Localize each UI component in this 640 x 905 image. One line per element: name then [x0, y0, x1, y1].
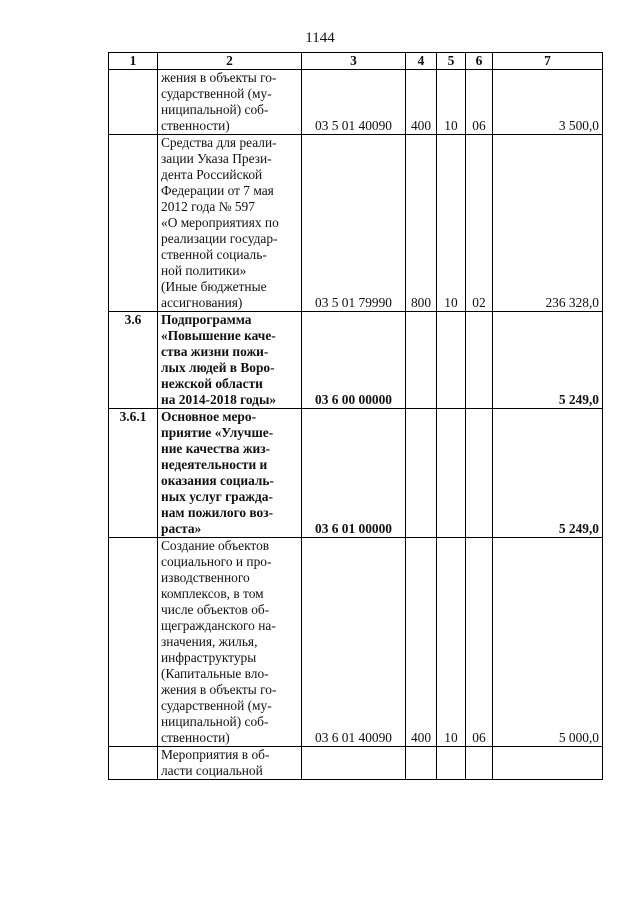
description-line: ственности): [161, 730, 230, 745]
description-line: нам пожилого воз-: [161, 505, 274, 520]
table-row: [109, 747, 603, 780]
row-number: [109, 747, 158, 780]
row-description: [158, 312, 302, 409]
section-code: 10: [437, 70, 466, 135]
table-row: [109, 409, 603, 538]
row-number: [109, 538, 158, 747]
expense-type: 400: [406, 538, 437, 747]
amount: 5 249,0: [493, 409, 603, 538]
description-line: оказания социаль-: [161, 473, 274, 488]
table-row: [109, 135, 603, 312]
amount: 5 000,0: [493, 538, 603, 747]
description-line: нежской области: [161, 376, 263, 391]
expense-type: [406, 312, 437, 409]
subsection-code: [466, 747, 493, 780]
page-number: 1144: [305, 30, 335, 46]
description-line: ниципальной) соб-: [161, 102, 269, 117]
expense-type: 800: [406, 135, 437, 312]
row-number: [109, 135, 158, 312]
description-line: инфраструктуры: [161, 650, 257, 665]
description-line: Средства для реали-: [161, 135, 277, 150]
row-description: [158, 409, 302, 538]
header-cell: 7: [493, 53, 603, 70]
table-row: [109, 70, 603, 135]
description-line: «Повышение каче-: [161, 328, 276, 343]
row-description: [158, 70, 302, 135]
table-row: [109, 312, 603, 409]
description-line: ной политики»: [161, 263, 247, 278]
section-code: [437, 312, 466, 409]
row-description: [158, 538, 302, 747]
subsection-code: 06: [466, 538, 493, 747]
budget-code: 03 5 01 40090: [302, 70, 406, 135]
budget-code: [302, 747, 406, 780]
description-line: изводственного: [161, 570, 250, 585]
description-line: «О мероприятиях по: [161, 215, 279, 230]
expense-type: [406, 747, 437, 780]
subsection-code: [466, 409, 493, 538]
description-line: щегражданского на-: [161, 618, 276, 633]
header-cell: 3: [302, 53, 406, 70]
budget-table: [108, 52, 603, 780]
row-description: [158, 135, 302, 312]
amount: 3 500,0: [493, 70, 603, 135]
description-line: ства жизни пожи-: [161, 344, 269, 359]
description-line: ниципальной) соб-: [161, 714, 269, 729]
budget-code: 03 6 01 00000: [302, 409, 406, 538]
description-line: (Иные бюджетные: [161, 279, 267, 294]
description-line: Основное меро-: [161, 409, 257, 424]
description-line: ственности): [161, 118, 230, 133]
description-line: ственной социаль-: [161, 247, 267, 262]
description-line: сударственной (му-: [161, 86, 272, 101]
header-cell: 4: [406, 53, 437, 70]
description-line: сударственной (му-: [161, 698, 272, 713]
description-line: ласти социальной: [161, 763, 263, 778]
amount: [493, 747, 603, 780]
description-line: Создание объектов: [161, 538, 270, 553]
description-line: Мероприятия в об-: [161, 747, 270, 762]
description-line: комплексов, в том: [161, 586, 264, 601]
description-line: на 2014-2018 годы»: [161, 392, 277, 407]
description-line: значения, жилья,: [161, 634, 258, 649]
description-line: лых людей в Воро-: [161, 360, 275, 375]
expense-type: [406, 409, 437, 538]
description-line: жения в объекты го-: [161, 70, 277, 85]
description-line: Подпрограмма: [161, 312, 252, 327]
row-number: 3.6: [109, 312, 158, 409]
subsection-code: 06: [466, 70, 493, 135]
budget-code: 03 5 01 79990: [302, 135, 406, 312]
description-line: (Капитальные вло-: [161, 666, 269, 681]
subsection-code: 02: [466, 135, 493, 312]
expense-type: 400: [406, 70, 437, 135]
description-line: реализации государ-: [161, 231, 278, 246]
row-number: 3.6.1: [109, 409, 158, 538]
description-line: приятие «Улучше-: [161, 425, 274, 440]
description-line: социального и про-: [161, 554, 272, 569]
description-line: раста»: [161, 521, 202, 536]
section-code: 10: [437, 135, 466, 312]
row-description: [158, 747, 302, 780]
amount: 5 249,0: [493, 312, 603, 409]
header-cell: 5: [437, 53, 466, 70]
header-row: [109, 53, 603, 70]
header-cell: 2: [158, 53, 302, 70]
description-line: числе объектов об-: [161, 602, 270, 617]
subsection-code: [466, 312, 493, 409]
table-row: [109, 538, 603, 747]
row-number: [109, 70, 158, 135]
description-line: ние качества жиз-: [161, 441, 271, 456]
amount: 236 328,0: [493, 135, 603, 312]
section-code: 10: [437, 538, 466, 747]
description-line: ассигнования): [161, 295, 243, 310]
budget-code: 03 6 00 00000: [302, 312, 406, 409]
header-cell: 6: [466, 53, 493, 70]
description-line: ных услуг гражда-: [161, 489, 273, 504]
description-line: 2012 года № 597: [161, 199, 255, 214]
section-code: [437, 409, 466, 538]
description-line: недеятельности и: [161, 457, 268, 472]
budget-code: 03 6 01 40090: [302, 538, 406, 747]
header-cell: 1: [109, 53, 158, 70]
description-line: жения в объекты го-: [161, 682, 277, 697]
description-line: дента Российской: [161, 167, 263, 182]
section-code: [437, 747, 466, 780]
description-line: Федерации от 7 мая: [161, 183, 274, 198]
description-line: зации Указа Прези-: [161, 151, 272, 166]
